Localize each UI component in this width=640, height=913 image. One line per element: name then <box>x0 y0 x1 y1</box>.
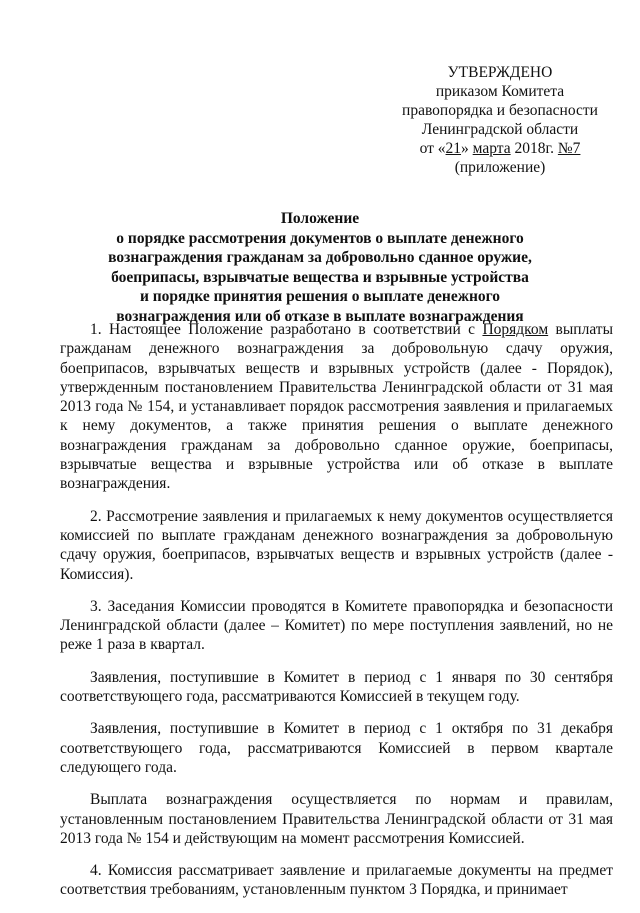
title-line-5: и порядке принятия решения о выплате денежного <box>139 288 501 305</box>
paragraph-4: Заявления, поступившие в Комитет в период с 1 января по 30 сентября соответствующего года, рассматриваются Комиссией в текущем году. <box>60 668 613 706</box>
approval-region-line: Ленинградской области <box>421 121 579 138</box>
date-month: марта <box>472 140 511 157</box>
paragraph-6: Выплата вознаграждения осуществляется по нормам и правилам, установленным постановлением Правительства Ленинградской области от 31 мая 2013 года № 154 и действующим на момент рассмотрения Комиссией. <box>60 791 613 847</box>
approval-committee-line: правопорядка и безопасности <box>402 102 598 119</box>
paragraph-2: 2. Рассмотрение заявления и прилагаемых к нему документов осуществляется комиссией по выплате гражданам денежного вознаграждения за добровольную сдачу оружия, боеприпасов, взрывчатых веществ и взрывных устройств (далее - Комиссия). <box>60 507 613 583</box>
poryadok-link[interactable]: Порядком <box>482 321 549 338</box>
approval-date-line <box>380 139 620 158</box>
paragraph-1-start: 1. Настоящее Положение разработано в соответствии с <box>90 321 483 338</box>
paragraph-7: 4. Комиссия рассматривает заявление и прилагаемые документы на предмет соответствия требованиям, установленным пунктом 3 Порядка, и принимает <box>60 862 613 899</box>
paragraph-5: Заявления, поступившие в Комитет в период с 1 октября по 31 декабря соответствующего года, рассматриваются Комиссией в первом квартале следующего года. <box>60 720 613 776</box>
order-number: №7 <box>557 140 581 157</box>
approval-stamp <box>380 63 620 177</box>
date-year: 2018г. <box>510 140 558 157</box>
paragraph-1-rest: выплаты гражданам денежного вознаграждения за добровольную сдачу оружия, боеприпасов, взрывчатых веществ и взрывных устройств (далее - Порядок), утвержденным постановлением Правительства Ленинградской области от 31 мая 2013 года № 154, и устанавливает порядок рассмотрения заявления и прилагаемых к нему документов, а также принятия решения о выплате денежного вознаграждения гражданам за добровольно сданное оружие, боеприпасы, взрывчатые вещества и взрывные устройства или об отказе в выплате вознаграждения. <box>60 321 613 493</box>
title-line-1: Положение <box>280 210 360 227</box>
title-line-6: вознаграждения или об отказе в выплате вознаграждения <box>116 307 524 325</box>
approval-order-line: приказом Комитета <box>435 83 565 100</box>
document-body <box>60 320 613 913</box>
approval-heading: УТВЕРЖДЕНО <box>447 64 553 81</box>
title-line-4: боеприпасы, взрывчатые вещества и взрывные устройства <box>111 268 529 286</box>
title-line-2: о порядке рассмотрения документов о выплате денежного <box>116 229 524 247</box>
paragraph-1 <box>60 320 613 494</box>
date-prefix: от « <box>419 140 446 157</box>
paragraph-3: 3. Заседания Комиссии проводятся в Комитете правопорядка и безопасности Ленинградской области (далее – Комитет) по мере поступления заявлений, но не реже 1 раза в квартал. <box>60 597 613 654</box>
date-separator: » <box>461 140 473 157</box>
title-line-3: вознаграждения гражданам за добровольно сданное оружие, <box>108 249 532 266</box>
approval-appendix-line: (приложение) <box>454 159 546 176</box>
document-title <box>60 209 580 326</box>
date-day: 21 <box>445 140 462 157</box>
